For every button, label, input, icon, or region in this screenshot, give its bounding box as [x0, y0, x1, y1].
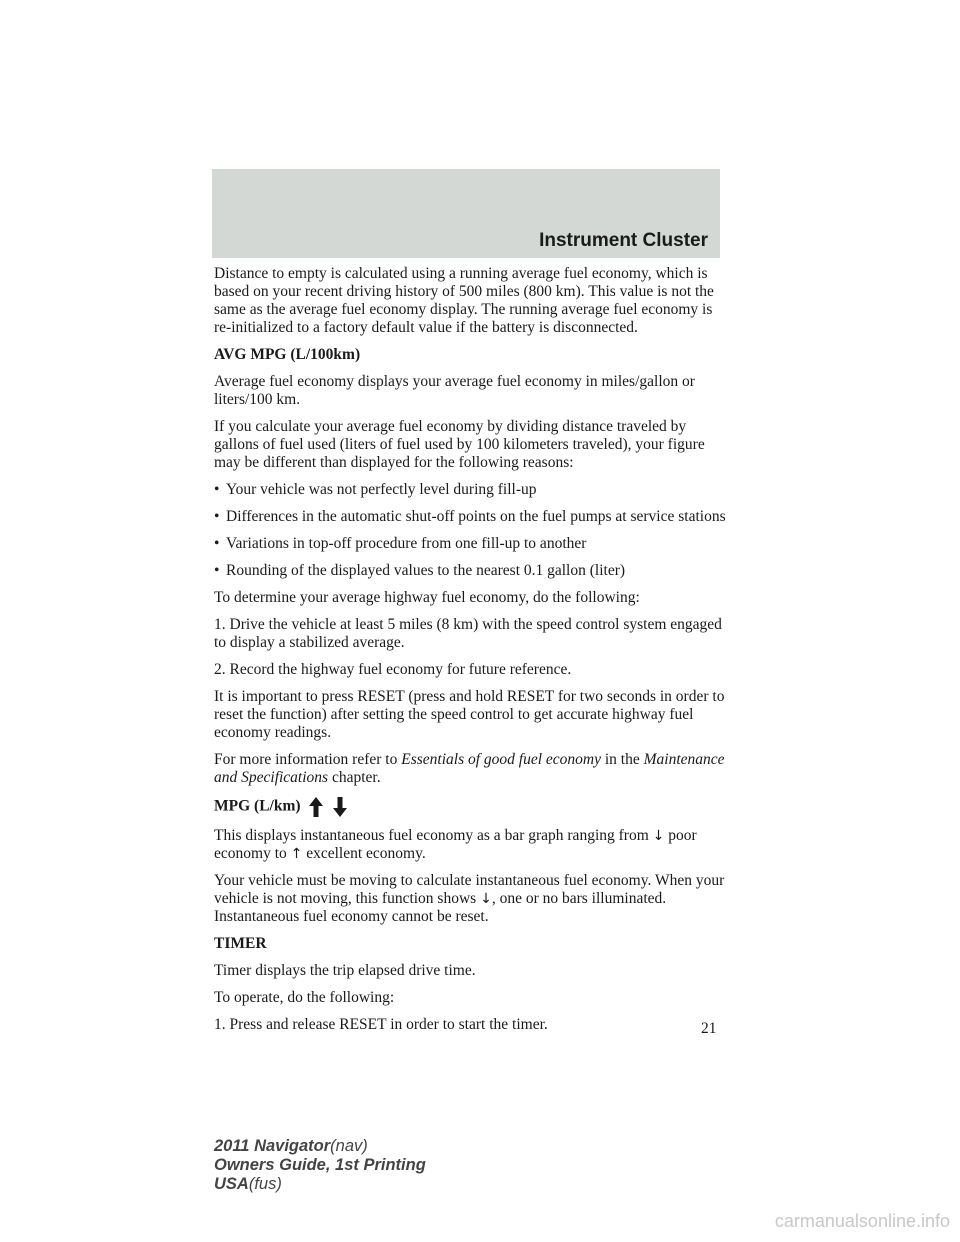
down-arrow-icon: ↓	[652, 828, 665, 844]
section-title: Instrument Cluster	[539, 230, 708, 251]
section-header-band	[212, 169, 720, 258]
paragraph-more-info	[214, 751, 726, 787]
list-item: • Differences in the automatic shut-off points on the fuel pumps at service stations	[214, 508, 726, 526]
heading-mpg-text: MPG (L/km)	[214, 797, 301, 815]
paragraph-timer-operate: To operate, do the following:	[214, 989, 395, 1006]
list-item: • Rounding of the displayed values to the nearest 0.1 gallon (liter)	[214, 562, 726, 580]
paragraph-vehicle-moving	[214, 872, 726, 926]
page-content	[214, 265, 726, 1043]
paragraph-timer: Timer displays the trip elapsed drive time.	[214, 962, 476, 979]
vehicle-moving-text: Your vehicle must be moving to calculate instantaneous fuel economy. When your vehicle is not moving, this function shows	[214, 872, 725, 907]
instant-economy-text: poor economy to	[214, 827, 697, 862]
list-item: • Your vehicle was not perfectly level during fill-up	[214, 481, 726, 499]
step-timer-1: 1. Press and release RESET in order to start the timer.	[214, 1016, 548, 1033]
heading-avg-mpg: AVG MPG (L/100km)	[214, 346, 361, 363]
vehicle-moving-text: , one or no bars illuminated. Instantaneous fuel economy cannot be reset.	[214, 890, 667, 925]
more-info-text: For more information refer to	[214, 751, 402, 768]
footer-line-3	[214, 1175, 426, 1194]
more-info-text: chapter.	[328, 769, 381, 786]
footer-model: 2011 Navigator	[214, 1137, 331, 1155]
reference-fuel-economy: Essentials of good fuel economy	[401, 751, 601, 768]
up-arrow-icon: ↑	[290, 846, 303, 862]
down-arrow-icon: ↓	[480, 891, 492, 907]
paragraph-instant-economy	[214, 827, 726, 863]
footer-line-1	[214, 1137, 426, 1156]
arrow-down-icon	[332, 796, 348, 818]
reasons-list	[214, 481, 726, 580]
step-1: 1. Drive the vehicle at least 5 miles (8 km) with the speed control system engaged to display a stabilized average.	[214, 616, 722, 651]
footer-model-code: (nav)	[330, 1137, 368, 1155]
watermark: carmanualsonline.info	[774, 1211, 950, 1231]
instant-economy-text: excellent economy.	[302, 845, 426, 862]
mpg-icons	[308, 796, 348, 818]
footer-edition: Owners Guide, 1st Printing	[214, 1156, 426, 1174]
step-2: 2. Record the highway fuel economy for future reference.	[214, 661, 572, 678]
footer-line-2	[214, 1156, 426, 1175]
paragraph-distance-to-empty: Distance to empty is calculated using a running average fuel economy, which is based on your recent driving history of 500 miles (800 km). This value is not the same as the average fuel economy display. The running average fuel economy is re-initialized to a factory default value if the battery is disconnected.	[214, 265, 714, 336]
paragraph-reset: It is important to press RESET (press and hold RESET for two seconds in order to reset the function) after setting the speed control to get accurate highway fuel economy readings.	[214, 688, 725, 741]
footer	[214, 1137, 426, 1194]
more-info-text: in the	[600, 751, 644, 768]
list-item: • Variations in top-off procedure from one fill-up to another	[214, 535, 726, 553]
instant-economy-text: This displays instantaneous fuel economy as a bar graph ranging from	[214, 827, 653, 844]
paragraph-calculation: If you calculate your average fuel economy by dividing distance traveled by gallons of fuel used (liters of fuel used by 100 kilometers traveled), your figure may be different than displayed for the following reasons:	[214, 418, 705, 471]
footer-market-code: (fus)	[248, 1175, 282, 1193]
paragraph-highway-intro: To determine your average highway fuel economy, do the following:	[214, 589, 640, 606]
heading-mpg	[214, 796, 726, 818]
paragraph-avg-mpg: Average fuel economy displays your average fuel economy in miles/gallon or liters/100 km.	[214, 373, 695, 408]
heading-timer: TIMER	[214, 935, 267, 952]
page-number: 21	[701, 1020, 717, 1037]
arrow-up-icon	[308, 796, 324, 818]
reference-maintenance-chapter: Maintenance and Specifications	[214, 751, 725, 786]
footer-market: USA	[214, 1175, 249, 1193]
